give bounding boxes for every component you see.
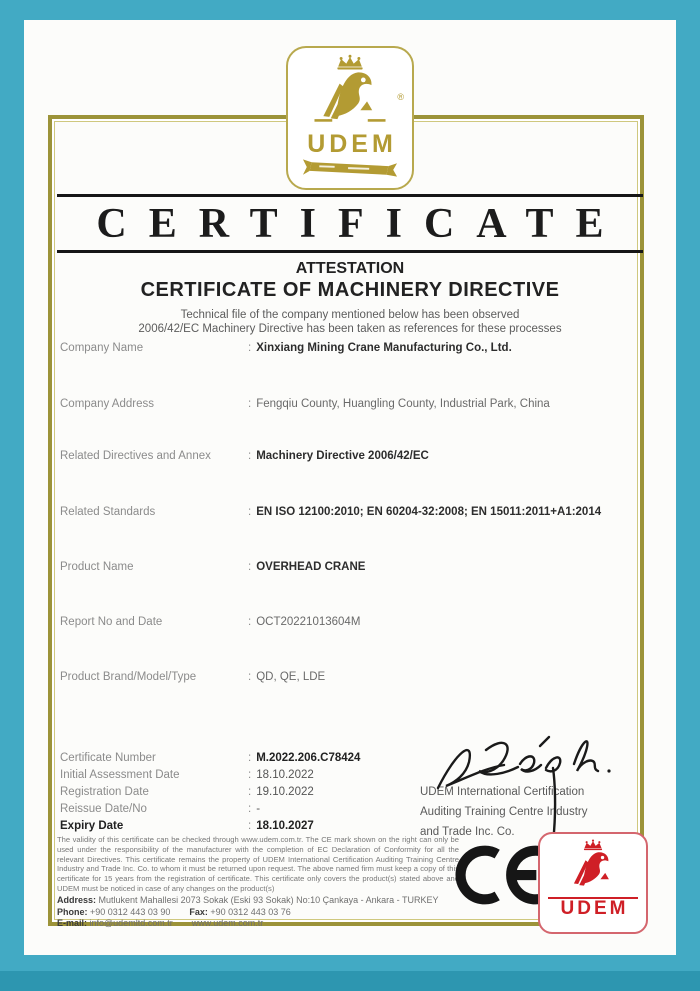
udem-logo-text: UDEM	[307, 130, 397, 158]
address-value: Mutlukent Mahallesi 2073 Sokak (Eski 93 Sokak) No:10 Çankaya - Ankara - TURKEY	[98, 895, 439, 905]
issuer-line-2: Auditing Training Centre Industry	[420, 806, 588, 818]
field-company-name	[60, 342, 652, 354]
intro-line-2: 2006/42/EC Machinery Directive has been taken as references for these processes	[138, 323, 562, 335]
colon: :	[248, 769, 252, 781]
summary-label: Registration Date	[60, 786, 149, 798]
contact-address-line	[57, 895, 477, 907]
field-value: Machinery Directive 2006/42/EC	[256, 450, 429, 462]
colon: :	[248, 342, 252, 354]
colon: :	[248, 561, 252, 573]
summary-value: -	[256, 803, 261, 815]
fine-print: The validity of this certificate can be checked through www.udem.com.tr. The CE mark shown on the right can only be used under the responsibility of the manufacturer with the completion of EC Declaration of Conformity for all the relevant Directives. This certificate remains the property of UDEM International Certification Auditing Training Centre Industry and Trade Inc. Co. to whom it must be returned upon request. The above named firm must keep a copy of this certificate for 15 years from the registration of certificate. This certificate only covers the product(s) stated above and UDEM must be noticed in case of any changes on the product(s)	[57, 835, 459, 893]
colon: :	[248, 752, 252, 764]
issuer-line-1: UDEM International Certification	[420, 786, 585, 798]
field-label: Report No and Date	[60, 616, 163, 628]
machinery-directive-heading: CERTIFICATE OF MACHINERY DIRECTIVE	[140, 279, 560, 301]
summary-expiry-date	[60, 819, 460, 834]
field-value: EN ISO 12100:2010; EN 60204-32:2008; EN 15011:2011+A1:2014	[256, 506, 602, 518]
registered-mark: ®	[397, 92, 404, 102]
field-related-directives	[60, 450, 652, 462]
website-value: www.udem.com.tr	[191, 918, 264, 928]
summary-registration-date	[60, 785, 460, 800]
field-report-no	[60, 616, 652, 628]
udem-logo-badge	[286, 46, 414, 190]
field-company-address	[60, 398, 652, 410]
summary-initial-assessment-date	[60, 768, 460, 783]
colon: :	[248, 820, 252, 832]
issuer-line-3: and Trade Inc. Co.	[420, 826, 515, 838]
title-rule-bottom	[57, 250, 643, 253]
field-product-name	[60, 561, 652, 573]
address-label: Address:	[57, 895, 97, 905]
field-related-standards	[60, 506, 652, 518]
contact-block	[57, 895, 477, 930]
field-value: OVERHEAD CRANE	[256, 561, 366, 573]
field-value: OCT20221013604M	[256, 616, 361, 628]
contact-phone-line	[57, 907, 477, 919]
title-block	[57, 194, 643, 253]
title-rule-top	[57, 194, 643, 197]
summary-label: Expiry Date	[60, 820, 124, 832]
summary-label: Reissue Date/No	[60, 803, 147, 815]
intro-text	[24, 308, 676, 336]
summary-value: 18.10.2027	[256, 820, 314, 832]
certificate-title: CERTIFICATE	[96, 201, 626, 247]
field-label: Related Directives and Annex	[60, 450, 211, 462]
summary-value: 18.10.2022	[256, 769, 314, 781]
summary-reissue-date	[60, 802, 460, 817]
colon: :	[248, 450, 252, 462]
field-label: Company Name	[60, 342, 144, 354]
field-label: Product Name	[60, 561, 134, 573]
udem-lion-crown-icon	[311, 54, 389, 128]
phone-label: Phone:	[57, 906, 88, 917]
colon: :	[248, 398, 252, 410]
summary-label: Certificate Number	[60, 752, 156, 764]
field-label: Related Standards	[60, 506, 156, 518]
field-label: Company Address	[60, 398, 154, 410]
colon: :	[248, 803, 252, 815]
attestation-heading: ATTESTATION	[295, 260, 405, 277]
phone-value: +90 0312 443 03 90	[90, 906, 171, 917]
field-value: Xinxiang Mining Crane Manufacturing Co., Ltd.	[256, 342, 512, 354]
teal-frame-bottom-edge	[0, 971, 700, 991]
field-value: QD, QE, LDE	[256, 671, 326, 683]
field-brand-model-type	[60, 671, 652, 683]
fax-label: Fax:	[189, 906, 208, 917]
udem-red-logo-text: UDEM	[560, 898, 629, 919]
udem-red-stamp-badge	[538, 832, 648, 934]
udem-lion-crown-icon-red	[565, 839, 621, 892]
colon: :	[248, 616, 252, 628]
colon: :	[248, 786, 252, 798]
field-value: Fengqiu County, Huangling County, Industrial Park, China	[256, 398, 550, 410]
summary-value: M.2022.206.C78424	[256, 752, 361, 764]
certificate-page	[24, 20, 676, 955]
intro-line-1: Technical file of the company mentioned below has been observed	[180, 309, 520, 321]
summary-value: 19.10.2022	[256, 786, 314, 798]
summary-label: Initial Assessment Date	[60, 769, 180, 781]
contact-email-line	[57, 918, 477, 930]
field-label: Product Brand/Model/Type	[60, 671, 197, 683]
email-value: info@udemltd.com.tr	[89, 918, 173, 928]
email-label: E-mail:	[57, 918, 88, 928]
summary-certificate-number	[60, 751, 460, 766]
fax-value: +90 0312 443 03 76	[210, 906, 291, 917]
colon: :	[248, 506, 252, 518]
colon: :	[248, 671, 252, 683]
udem-ribbon-icon	[302, 157, 398, 179]
